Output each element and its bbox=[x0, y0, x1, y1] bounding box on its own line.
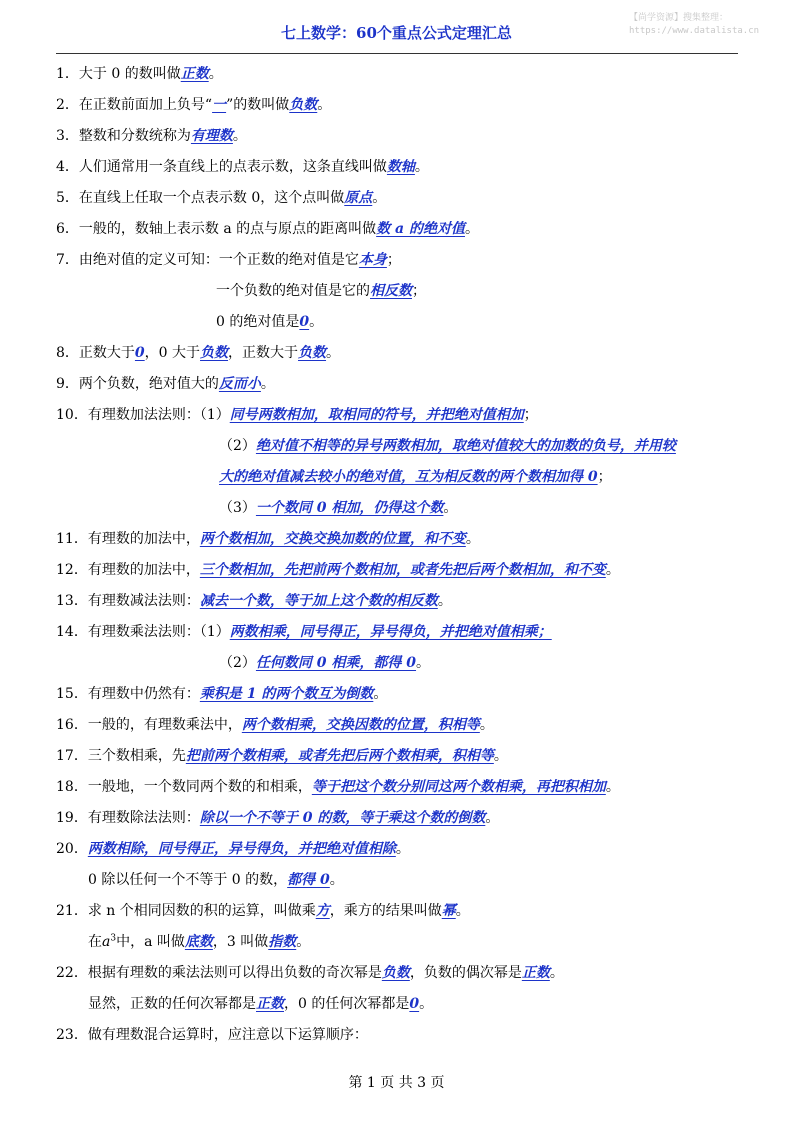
item-14-b: （2）任何数同 0 相乘，都得 0。 bbox=[219, 655, 431, 671]
answer: 等于把这个数分别同这两个数相乘，再把积相加 bbox=[311, 779, 606, 795]
item-10: 10．有理数加法法则：（1）同号两数相加，取相同的符号，并把绝对值相加； bbox=[56, 407, 538, 423]
watermark-line-2: https://www.datalista.cn bbox=[629, 26, 760, 36]
answer: 都得 0 bbox=[287, 872, 330, 888]
answer: 三个数相加，先把前两个数相加，或者先把后两个数相加，和不变 bbox=[199, 562, 606, 578]
power-base: a bbox=[102, 934, 111, 950]
answer: 0 bbox=[299, 314, 310, 330]
answer: 同号两数相加，取相同的符号，并把绝对值相加 bbox=[229, 407, 524, 423]
answer: 数 a 的绝对值 bbox=[376, 221, 465, 237]
answer: 正数 bbox=[521, 965, 550, 981]
item-22-b: 显然，正数的任何次幂都是正数，0 的任何次幂都是0。 bbox=[88, 996, 434, 1012]
answer: 原点 bbox=[344, 190, 373, 206]
item-23: 23．做有理数混合运算时，应注意以下运算顺序： bbox=[56, 1027, 368, 1043]
answer: 有理数 bbox=[190, 128, 233, 144]
answer: 乘积是 1 的两个数互为倒数 bbox=[199, 686, 374, 702]
answer: 数轴 bbox=[386, 159, 415, 175]
answer: 绝对值不相等的异号两数相加，取绝对值较大的加数的负号，并用较 bbox=[255, 438, 676, 454]
item-10-d: （3）一个数同 0 相加，仍得这个数。 bbox=[219, 500, 458, 516]
item-9: 9．两个负数，绝对值大的反而小。 bbox=[56, 376, 275, 392]
answer: 大的绝对值减去较小的绝对值，互为相反数的两个数相加得 0 bbox=[219, 469, 598, 485]
answer: 正数 bbox=[180, 66, 209, 82]
answer: 底数 bbox=[184, 934, 213, 950]
watermark-line-1: 【尚学资源】搜集整理： bbox=[629, 13, 729, 23]
item-16: 16．一般的，有理数乘法中，两个数相乘，交换因数的位置，积相等。 bbox=[56, 717, 494, 733]
answer: 两数相除，同号得正，异号得负，并把绝对值相除 bbox=[87, 841, 396, 857]
item-21: 21．求 n 个相同因数的积的运算，叫做乘方，乘方的结果叫做幂。 bbox=[56, 903, 470, 919]
item-19: 19．有理数除法法则：除以一个不等于 0 的数，等于乘这个数的倒数。 bbox=[56, 810, 500, 826]
item-14: 14．有理数乘法法则：（1）两数相乘，同号得正，异号得负，并把绝对值相乘； bbox=[56, 624, 552, 640]
answer: 正数 bbox=[256, 996, 284, 1012]
item-17: 17．三个数相乘，先把前两个数相乘，或者先把后两个数相乘，积相等。 bbox=[56, 748, 508, 764]
power-exponent: 3 bbox=[110, 933, 117, 944]
item-13: 13．有理数减法法则：减去一个数，等于加上这个数的相反数。 bbox=[56, 593, 452, 609]
answer: 两个数相乘，交换因数的位置，积相等 bbox=[241, 717, 480, 733]
item-6: 6．一般的，数轴上表示数 a 的点与原点的距离叫做数 a 的绝对值。 bbox=[56, 221, 479, 237]
item-18: 18．一般地，一个数同两个数的和相乘，等于把这个数分别同这两个数相乘，再把积相加。 bbox=[56, 779, 620, 795]
answer: 本身 bbox=[358, 252, 387, 268]
document-body bbox=[56, 59, 740, 1051]
answer: 两个数相加，交换交换加数的位置，和不变 bbox=[199, 531, 466, 547]
item-10-b: （2）绝对值不相等的异号两数相加，取绝对值较大的加数的负号，并用较 bbox=[219, 438, 676, 454]
answer: 0 bbox=[134, 345, 145, 361]
answer: 除以一个不等于 0 的数，等于乘这个数的倒数 bbox=[199, 810, 486, 826]
answer: 幂 bbox=[441, 903, 456, 919]
answer: 减去一个数，等于加上这个数的相反数 bbox=[199, 593, 438, 609]
item-22: 22．根据有理数的乘法法则可以得出负数的奇次幂是负数，负数的偶次幂是正数。 bbox=[56, 965, 564, 981]
item-2: 2．在正数前面加上负号“一”的数叫做负数。 bbox=[56, 97, 332, 113]
answer: 负数 bbox=[289, 97, 318, 113]
item-7-b: 一个负数的绝对值是它的相反数； bbox=[216, 283, 426, 299]
item-7: 7．由绝对值的定义可知：一个正数的绝对值是它本身； bbox=[56, 252, 401, 268]
answer: 任何数同 0 相乘，都得 0 bbox=[255, 655, 417, 671]
item-10-c: 大的绝对值减去较小的绝对值，互为相反数的两个数相加得 0； bbox=[219, 469, 612, 485]
item-3: 3．整数和分数统称为有理数。 bbox=[56, 128, 247, 144]
item-4: 4．人们通常用一条直线上的点表示数，这条直线叫做数轴。 bbox=[56, 159, 429, 175]
page-footer: 第 1 页 共 3 页 bbox=[348, 1075, 445, 1091]
item-1: 1．大于 0 的数叫做正数。 bbox=[56, 66, 223, 82]
answer: 把前两个数相乘，或者先把后两个数相乘，积相等 bbox=[185, 748, 494, 764]
page-title: 七上数学：60个重点公式定理汇总 bbox=[281, 24, 512, 42]
item-21-b: 在$a^3$中，a 叫做底数，3 叫做指数。 bbox=[88, 933, 311, 950]
answer: 0 bbox=[409, 996, 420, 1012]
answer: 负数 bbox=[200, 345, 229, 361]
title-divider bbox=[56, 53, 738, 54]
item-12: 12．有理数的加法中，三个数相加，先把前两个数相加，或者先把后两个数相加，和不变。 bbox=[56, 562, 620, 578]
answer: 相反数 bbox=[370, 283, 412, 299]
item-7-c: 0 的绝对值是0。 bbox=[216, 314, 324, 330]
answer: 一 bbox=[212, 97, 227, 113]
item-15: 15．有理数中仍然有：乘积是 1 的两个数互为倒数。 bbox=[56, 686, 388, 702]
item-8: 8．正数大于0，0 大于负数，正数大于负数。 bbox=[56, 345, 341, 361]
item-5: 5．在直线上任取一个点表示数 0，这个点叫做原点。 bbox=[56, 190, 387, 206]
answer: 一个数同 0 相加，仍得这个数 bbox=[255, 500, 444, 516]
answer: 负数 bbox=[298, 345, 327, 361]
item-20-b: 0 除以任何一个不等于 0 的数，都得 0。 bbox=[88, 872, 344, 888]
answer: 负数 bbox=[381, 965, 410, 981]
answer: 方 bbox=[315, 903, 330, 919]
answer: 反而小 bbox=[218, 376, 261, 392]
item-11: 11．有理数的加法中，两个数相加，交换交换加数的位置，和不变。 bbox=[56, 531, 480, 547]
answer: 指数 bbox=[268, 934, 297, 950]
answer: 两数相乘，同号得正，异号得负，并把绝对值相乘； bbox=[229, 624, 552, 640]
item-20: 20．两数相除，同号得正，异号得负，并把绝对值相除。 bbox=[56, 841, 410, 857]
